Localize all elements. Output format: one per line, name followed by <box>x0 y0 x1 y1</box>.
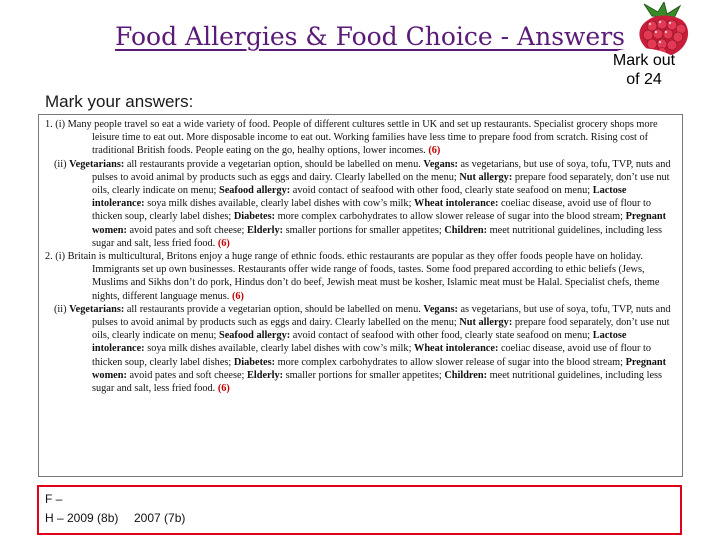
score-badge-line1: Mark out <box>612 52 676 69</box>
diet-label: Lactose intolerance: <box>92 330 627 355</box>
diet-description: as vegetarians, but use of soya, tofu, TVP, nuts and pulses to avoid animal by products such as eggs and dairy. Clearly labelled on the menu; <box>92 303 671 329</box>
score-badge-line2: of 24 <box>626 71 662 88</box>
diet-label: Wheat intolerance: <box>414 198 499 210</box>
answer-2-i-text: 2. (i) Britain is multicultural, Britons enjoy a huge range of ethnic foods. ethic restaurants are popular as they offer foods people have on holiday. Immigrants set up own businesses. Restaurants offer wide range of foods, tastes. Some food prepared according to ethic beliefs (Jews, Muslims and Sikhs don’t do pork, Hindus don’t do beef, Jewish meat must be kosher, Islamic meat must be Halal. Specialist chefs, theme nights, different language menus. <box>45 251 660 302</box>
diet-label: Vegans: <box>423 303 458 315</box>
diet-description: prepare food separately, don’t use nut oils, clearly indicate on menu; <box>92 317 670 342</box>
answer-2-ii-prefix: (ii) <box>54 303 67 315</box>
diet-description: avoid pates and soft cheese; <box>126 224 247 236</box>
diet-description: soya milk dishes available, clearly label dishes with cow’s milk; <box>144 343 415 355</box>
diet-label: Pregnant women: <box>92 356 667 381</box>
answer-2-ii <box>45 303 678 395</box>
footer-higher-ref: H – 2009 (8b) <box>45 511 119 525</box>
diet-description: more complex carbohydrates to allow slower release of sugar into the blood stream; <box>275 356 626 368</box>
diet-label: Diabetes: <box>233 211 276 223</box>
diet-label: Wheat intolerance: <box>414 343 499 355</box>
diet-label: Seafood allergy: <box>218 185 291 197</box>
section-heading: Mark your answers: <box>45 92 194 111</box>
answer-1-i-text: 1. (i) Many people travel so eat a wide variety of food. People of different cultures settle in UK and set up restaurants. Specialist grocery shops more leisure time to eat out. More disposable income to eat out. Working families have less time to prepare food from scratch. Rising cost of traditional British foods. People eating on the go, healhy options, lower incomes. <box>45 119 658 157</box>
diet-label: Nut allergy: <box>459 317 513 329</box>
footer-box <box>37 485 682 535</box>
answer-2-ii-marks: (6) <box>217 383 230 395</box>
answer-2-i-marks: (6) <box>231 290 244 302</box>
answer-1-ii-marks: (6) <box>217 237 230 249</box>
diet-label: Children: <box>444 369 488 381</box>
diet-label: Nut allergy: <box>459 171 513 183</box>
answers-text <box>45 118 678 395</box>
diet-label: Pregnant women: <box>92 211 667 236</box>
diet-description: prepare food separately, don’t use nut oils, clearly indicate on menu; <box>92 171 670 197</box>
diet-description: as vegetarians, but use of soya, tofu, TVP, nuts and pulses to avoid animal by products such as eggs and dairy. Clearly labelled on the menu; <box>92 158 671 183</box>
diet-label: Seafood allergy: <box>218 330 291 342</box>
diet-description: all restaurants provide a vegetarian option, should be labelled on menu. <box>124 303 424 315</box>
diet-description: avoid pates and soft cheese; <box>126 369 247 381</box>
answer-1-i <box>45 118 678 158</box>
page-title: Food Allergies & Food Choice - Answers <box>115 22 625 51</box>
diet-description: smaller portions for smaller appetites; <box>283 224 445 236</box>
answer-2-i <box>45 250 678 303</box>
diet-label: Lactose intolerance: <box>92 185 627 210</box>
dietary-needs-text <box>69 159 670 249</box>
diet-label: Children: <box>444 224 488 236</box>
diet-description: soya milk dishes available, clearly label dishes with cow’s milk; <box>144 198 415 210</box>
diet-label: Vegans: <box>423 158 458 170</box>
diet-description: avoid contact of seafood with other food, clearly state seafood on menu; <box>290 330 593 342</box>
score-badge <box>599 51 689 89</box>
diet-label: Diabetes: <box>233 356 276 368</box>
diet-description: meet nutritional guidelines, including less sugar and salt, less fried food. <box>92 369 663 395</box>
diet-description: avoid contact of seafood with other food, clearly state seafood on menu; <box>290 185 593 197</box>
answer-1-i-marks: (6) <box>428 145 441 157</box>
diet-label: Vegetarians: <box>69 158 125 170</box>
diet-description: more complex carbohydrates to allow slower release of sugar into the blood stream; <box>275 211 626 223</box>
footer-foundation-ref: F – <box>45 492 63 506</box>
diet-label: Elderly: <box>246 369 284 381</box>
diet-description: coeliac disease, avoid use of flour to thicken soup, clearly label dishes; <box>92 198 652 223</box>
answer-1-ii-prefix: (ii) <box>54 158 67 170</box>
diet-description: smaller portions for smaller appetites; <box>283 369 445 381</box>
diet-label: Vegetarians: <box>69 303 125 315</box>
answer-1-ii <box>45 158 678 250</box>
diet-description: meet nutritional guidelines, including less sugar and salt, less fried food. <box>92 224 663 249</box>
diet-label: Elderly: <box>246 224 284 236</box>
dietary-needs-text <box>69 304 670 394</box>
footer-year-ref: 2007 (7b) <box>134 511 186 525</box>
diet-description: coeliac disease, avoid use of flour to thicken soup, clearly label dishes; <box>92 343 652 368</box>
diet-description: all restaurants provide a vegetarian option, should be labelled on menu. <box>124 158 424 170</box>
